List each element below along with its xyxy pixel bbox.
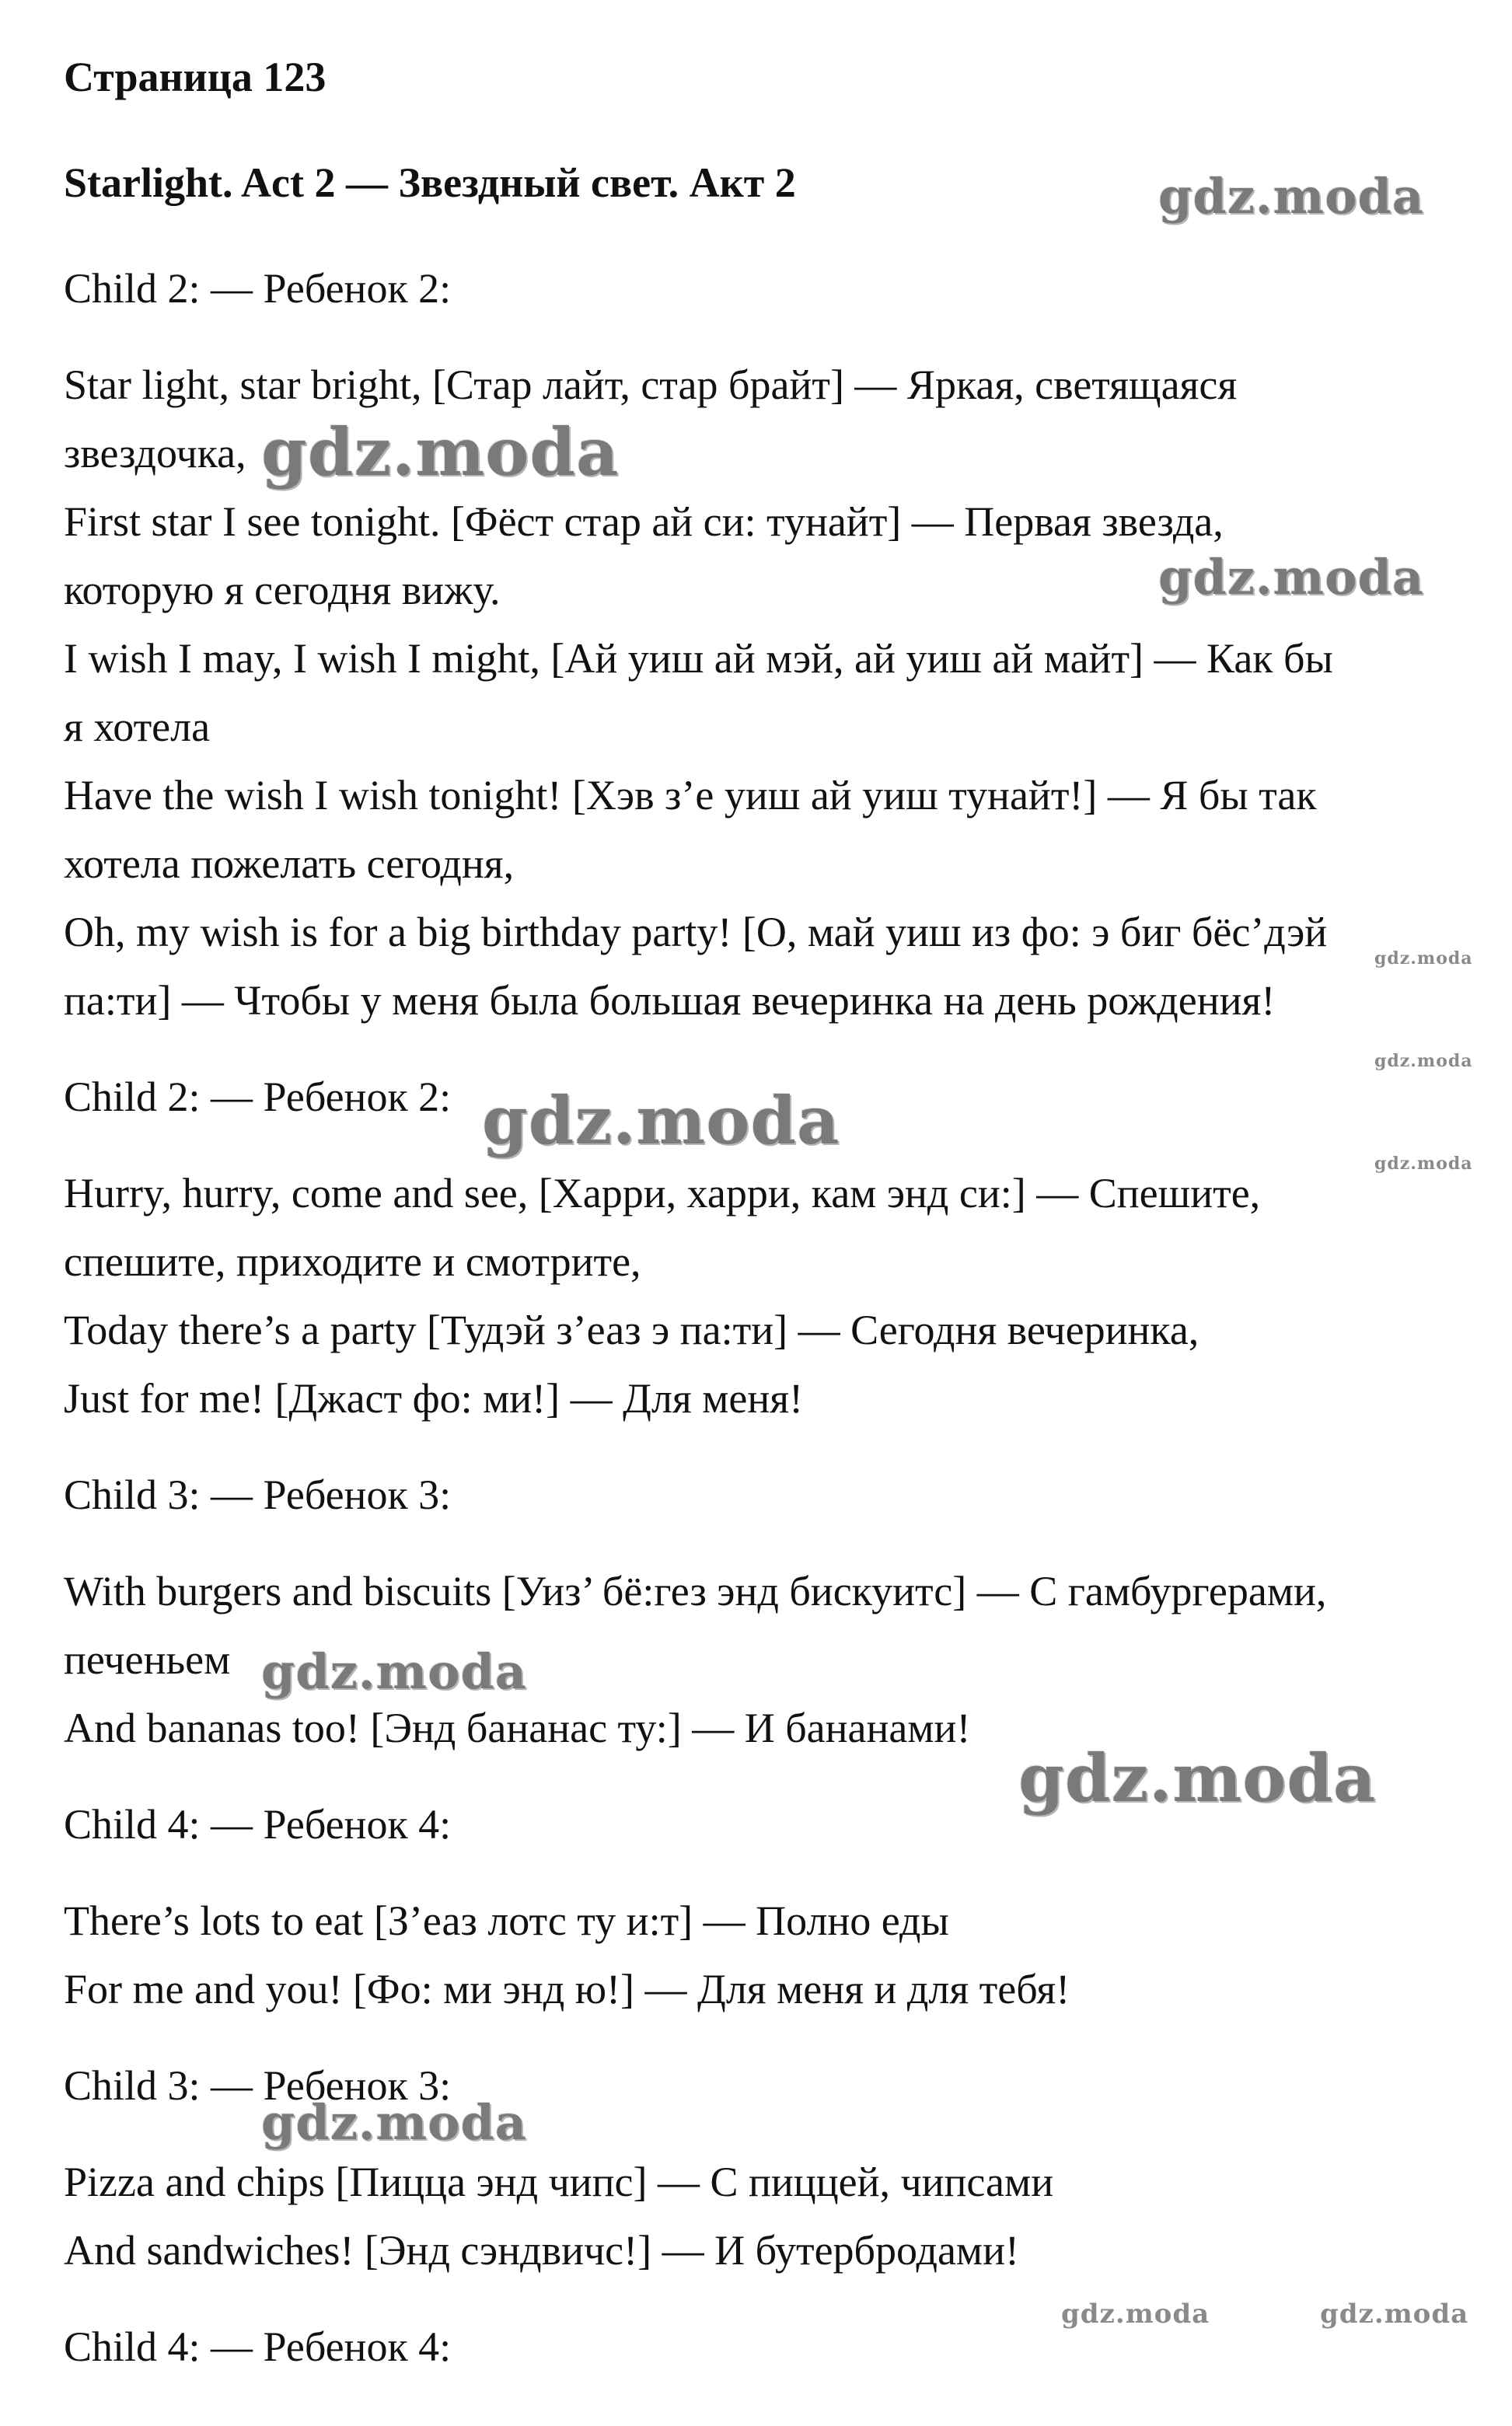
text-line: With burgers and biscuits [Уиз’ бё:гез энд бискуитс] — С гамбургерами, — [64, 1568, 1327, 1614]
text-line: Pizza and chips [Пицца энд чипс] — С пиццей, чипсами — [64, 2159, 1054, 2205]
watermark: gdz.moda — [482, 1082, 840, 1159]
watermark: gdz.moda — [1061, 2299, 1210, 2330]
watermark: gdz.moda — [1320, 2299, 1469, 2330]
text-line: печеньем — [64, 1636, 231, 1683]
text-line: спешите, приходите и смотрите, — [64, 1238, 641, 1285]
watermark: gdz.moda — [261, 1643, 527, 1700]
text-line: Star light, star bright, [Стар лайт, стар брайт] — Яркая, светящаяся — [64, 361, 1238, 408]
watermark: gdz.moda — [261, 414, 620, 490]
watermark: gdz.moda — [1158, 168, 1424, 225]
text-line: па:ти] — Чтобы у меня была большая вечеринка на день рождения! — [64, 977, 1276, 1024]
speaker-line: Child 3: — Ребенок 3: — [64, 2062, 452, 2109]
text-line: I wish I may, I wish I might, [Ай уиш ай мэй, ай уиш ай майт] — Как бы — [64, 635, 1333, 682]
watermark: gdz.moda — [261, 2094, 527, 2151]
speaker-line: Child 4: — Ребенок 4: — [64, 1801, 452, 1848]
text-line: And sandwiches! [Энд сэндвичс!] — И бутербродами! — [64, 2227, 1019, 2274]
text-line: Oh, my wish is for a big birthday party! [О, май уиш из фо: э биг бёс’дэй — [64, 909, 1328, 955]
page-header: Страница 123 — [64, 54, 326, 100]
text-line: Hurry, hurry, come and see, [Харри, харри, кам энд си:] — Спешите, — [64, 1170, 1261, 1216]
speaker-line: Child 2: — Ребенок 2: — [64, 1073, 452, 1120]
watermark: gdz.moda — [1018, 1740, 1377, 1817]
section-title: Starlight. Act 2 — Звездный свет. Акт 2 — [64, 159, 796, 206]
speaker-line: Child 3: — Ребенок 3: — [64, 1471, 452, 1518]
text-line: For me and you! [Фо: ми энд ю!] — Для меня и для тебя! — [64, 1966, 1070, 2012]
watermark: gdz.moda — [1374, 948, 1473, 969]
watermark: gdz.moda — [1374, 1154, 1473, 1174]
text-line: First star I see tonight. [Фёст стар ай си: тунайт] — Первая звезда, — [64, 498, 1224, 545]
text-line: Today there’s a party [Тудэй з’еаз э па:ти] — Сегодня вечеринка, — [64, 1307, 1199, 1353]
text-line: которую я сегодня вижу. — [64, 567, 501, 613]
watermark: gdz.moda — [1374, 1051, 1473, 1071]
text-line: And bananas too! [Энд бананас ту:] — И бананами! — [64, 1705, 971, 1751]
text-line: хотела пожелать сегодня, — [64, 840, 515, 887]
text-line: я хотела — [64, 703, 211, 750]
speaker-line: Child 4: — Ребенок 4: — [64, 2323, 452, 2370]
text-line: There’s lots to eat [З’еаз лотс ту и:т] — Полно еды — [64, 1897, 949, 1944]
text-line: Have the wish I wish tonight! [Хэв з’е уиш ай уиш тунайт!] — Я бы так — [64, 772, 1317, 819]
text-line: Just for me! [Джаст фо: ми!] — Для меня! — [64, 1375, 804, 1422]
watermark: gdz.moda — [1158, 549, 1424, 606]
speaker-line: Child 2: — Ребенок 2: — [64, 265, 452, 312]
text-line: звездочка, — [64, 430, 246, 476]
